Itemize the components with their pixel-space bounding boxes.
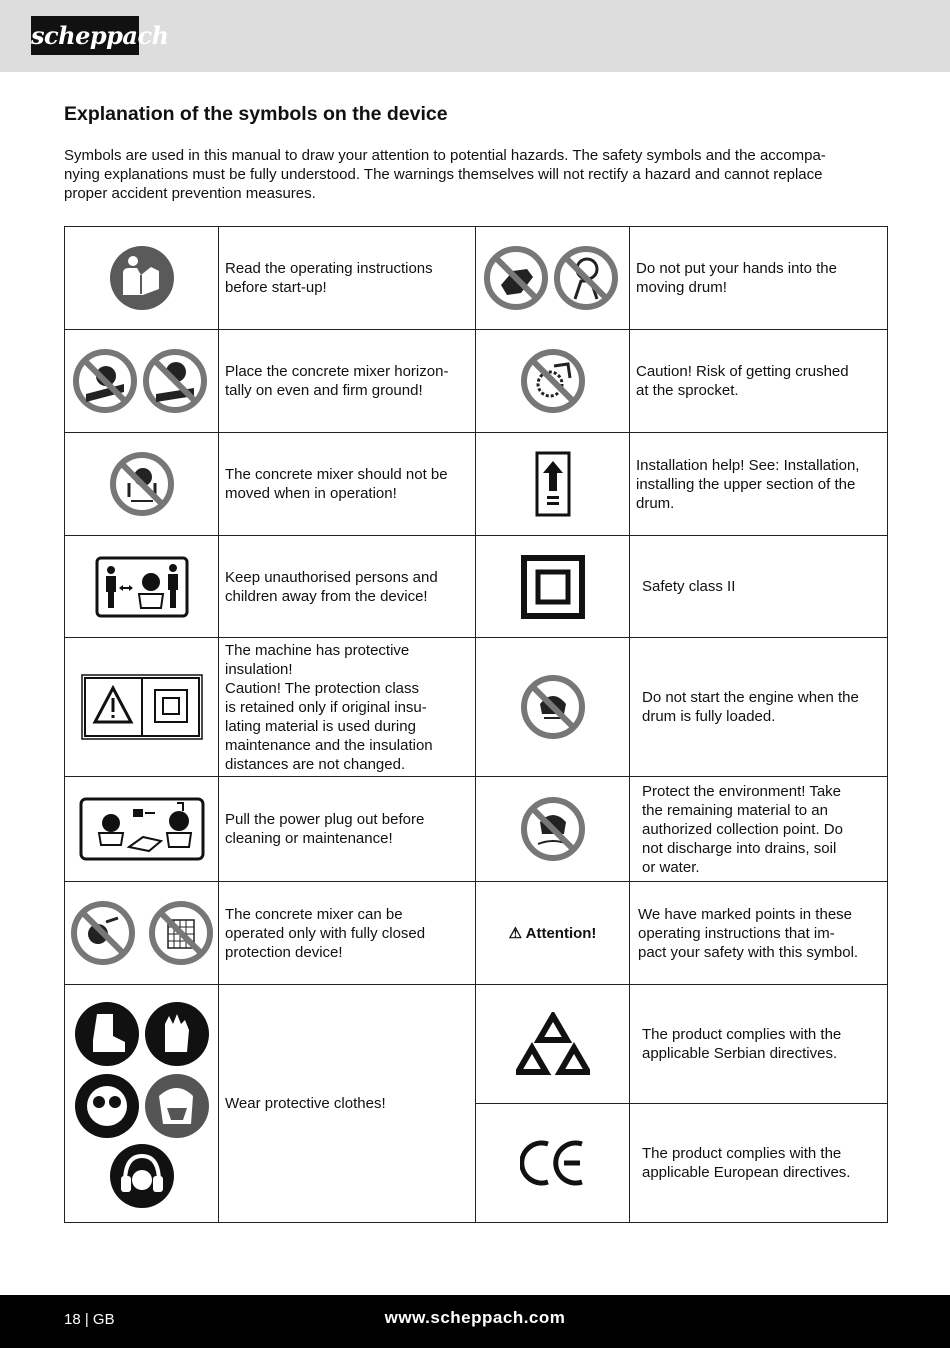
- level-ground-icon: [65, 330, 219, 433]
- table-row: [65, 536, 888, 638]
- right-description: Do not put your hands into the moving drum!: [630, 227, 888, 330]
- page-title: Explanation of the symbols on the device: [64, 103, 448, 125]
- left-description: Wear protective clothes!: [219, 985, 476, 1223]
- left-description: The concrete mixer should not be moved when in operation!: [219, 433, 476, 536]
- website-link[interactable]: www.scheppach.com: [384, 1308, 566, 1327]
- safety-boots-icon: [75, 1002, 139, 1066]
- no-moving-in-operation-icon: [65, 433, 219, 536]
- pull-power-plug-icon: [65, 777, 219, 882]
- hearing-protection-icon: [110, 1144, 174, 1208]
- closed-protection-device-icon: [65, 882, 219, 985]
- right-description: Caution! Risk of getting crushed at the sprocket.: [630, 330, 888, 433]
- safety-class-ii-icon: [476, 536, 630, 638]
- header-bar: [0, 0, 950, 72]
- scheppach-logo: scheppach: [31, 16, 139, 55]
- left-description: The concrete mixer can be operated only with fully closed protection device!: [219, 882, 476, 985]
- read-manual-icon: [65, 227, 219, 330]
- page-number: 18 | GB: [64, 1311, 115, 1328]
- left-description: Pull the power plug out before cleaning or maintenance!: [219, 777, 476, 882]
- right-description: Installation help! See: Installation, installing the upper section of the drum.: [630, 433, 888, 536]
- attention-symbol: ⚠ Attention!: [476, 882, 630, 985]
- no-hands-in-drum-icon: [476, 227, 630, 330]
- ce-mark-icon: [476, 1104, 630, 1223]
- right-description: Do not start the engine when the drum is fully loaded.: [630, 638, 888, 777]
- protect-environment-icon: [476, 777, 630, 882]
- left-description: The machine has protective insulation! Caution! The protection class is retained only if original insu- lating material is used during maintenance and the insulation distances are not changed.: [219, 638, 476, 777]
- footer-bar: [0, 1295, 950, 1348]
- right-description: The product complies with the applicable Serbian directives.: [630, 985, 888, 1104]
- serbian-conformity-icon: [476, 985, 630, 1104]
- intro-paragraph: Symbols are used in this manual to draw your attention to potential hazards. The safety symbols and the accompa- nying explanations must be fully understood. The warnings themselves will not rectify a hazard and cannot replace proper accident prevention measures.: [64, 147, 826, 202]
- table-row: [65, 330, 888, 433]
- left-description: Keep unauthorised persons and children away from the device!: [219, 536, 476, 638]
- table-row: [65, 227, 888, 330]
- right-description: Protect the environment! Take the remaining material to an authorized collection point. Do not discharge into drains, soil or water.: [630, 777, 888, 882]
- right-description: Safety class II: [630, 536, 888, 638]
- gloves-icon: [145, 1002, 209, 1066]
- protective-clothing-icons: [65, 985, 219, 1223]
- table-row: [65, 777, 888, 882]
- left-description: Read the operating instructions before start-up!: [219, 227, 476, 330]
- right-description: We have marked points in these operating instructions that im- pact your safety with this symbol.: [630, 882, 888, 985]
- left-description: Place the concrete mixer horizon- tally on even and firm ground!: [219, 330, 476, 433]
- right-description: The product complies with the applicable European directives.: [630, 1104, 888, 1223]
- symbols-table: [64, 226, 888, 1223]
- table-row: [65, 638, 888, 777]
- sprocket-crush-icon: [476, 330, 630, 433]
- keep-persons-away-icon: [65, 536, 219, 638]
- table-row: [65, 433, 888, 536]
- no-start-loaded-icon: [476, 638, 630, 777]
- protective-insulation-icon: [65, 638, 219, 777]
- table-row: [65, 985, 888, 1104]
- dust-mask-icon: [145, 1074, 209, 1138]
- installation-help-icon: [476, 433, 630, 536]
- eye-protection-icon: [75, 1074, 139, 1138]
- table-row: [65, 882, 888, 985]
